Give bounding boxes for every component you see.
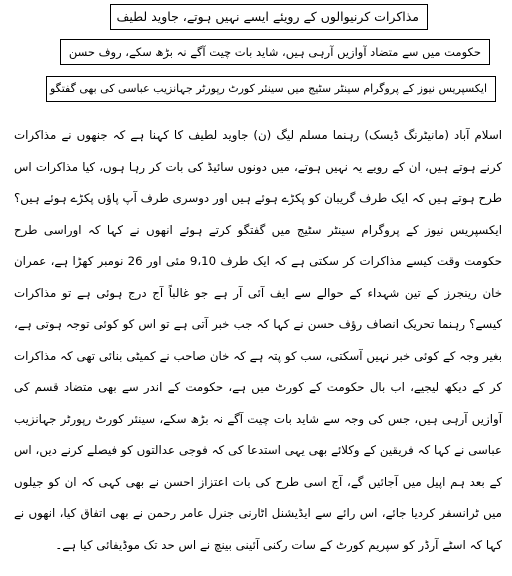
headline-sub-1: حکومت میں سے متضاد آوازیں آرہی ہیں، شاید بات چیت آگے نہ بڑھ سکے، روف حسن — [60, 39, 490, 65]
headline-main: مذاکرات کرنیوالوں کے رویئے ایسے نہیں ہوتے، جاوید لطیف — [110, 4, 428, 30]
article-paragraph: اسلام آباد (مانیٹرنگ ڈیسک) رہنما مسلم لیگ (ن) جاوید لطیف کا کہنا ہے کہ جنھوں نے مذاکرات کرنے ہوتے ہیں، ان کے رویے یہ نہیں ہوتے، میں دونوں سائیڈ کی بات کر رہا ہوں، کیا مذاکرات اس طرح ہوتے ہیں کہ ایک طرف گریبان کو پکڑے ہوئے ہیں اور دوسری طرف آپ پاؤں پکڑے ہوئے ہیں؟ ایکسپریس نیوز کے پروگرام سینٹر سٹیج میں گفتگو کرتے ہوئے انھوں نے کہا کہ اوراسی طرح حکومت وقت کیسے مذاکرات کر سکتی ہے کہ ایک طرف 9،10 مئی اور 26 نومبر کھڑا ہے، عمران خان رینجرز کے تین شہداء کے حوالے سے ایف آئی آر ہے جو غالباً آج درج ہوئی ہے تو مذاکرات کیسے؟ رہنما تحریک انصاف رؤف حسن نے کہا کہ جب خبر آتی ہے تو اس کو کوئی توجہ ہوتی ہے، بغیر وجہ کے کوئی خبر نہیں آسکتی، سب کو پتہ ہے کہ خان صاحب نے کمیٹی بنائی تھی کہ مذاکرات کر کے دیکھ لیجیے، اب بال حکومت کے کورٹ میں ہے، حکومت کے اندر سے بھی متضاد قسم کی آوازیں آرہی ہیں، جس کی وجہ سے شاید بات چیت آگے نہ بڑھ سکے، سینئر کورٹ رپورٹر جہانزیب عباسی نے کہا کہ فریقین کے وکلائے بھی یہی استدعا کی کہ فوجی عدالتوں کو فیصلے کرنے دیں، اس کے بعد ہم اپیل میں آجائیں گے، آج اسی طرح کی بات اعتزاز احسن نے بھی کہی کہ ان کو جیلوں میں ٹرانسفر کردیا جائے، اس رائے سے ایڈیشنل اٹارنی جنرل عامر رحمن نے بھی اتفاق کیا، انھوں نے کہا کہ اسٹے آرڈر کو سپریم کورٹ کے سات رکنی آئینی بینچ نے اس حد تک موڈیفائی کیا ہے۔ — [14, 128, 502, 552]
article-body — [14, 120, 502, 561]
headline-sub-2: ایکسپریس نیوز کے پروگرام سینٹر سٹیج میں سینئر کورٹ رپورٹر جہانزیب عباسی کی بھی گفتگو — [46, 76, 496, 102]
